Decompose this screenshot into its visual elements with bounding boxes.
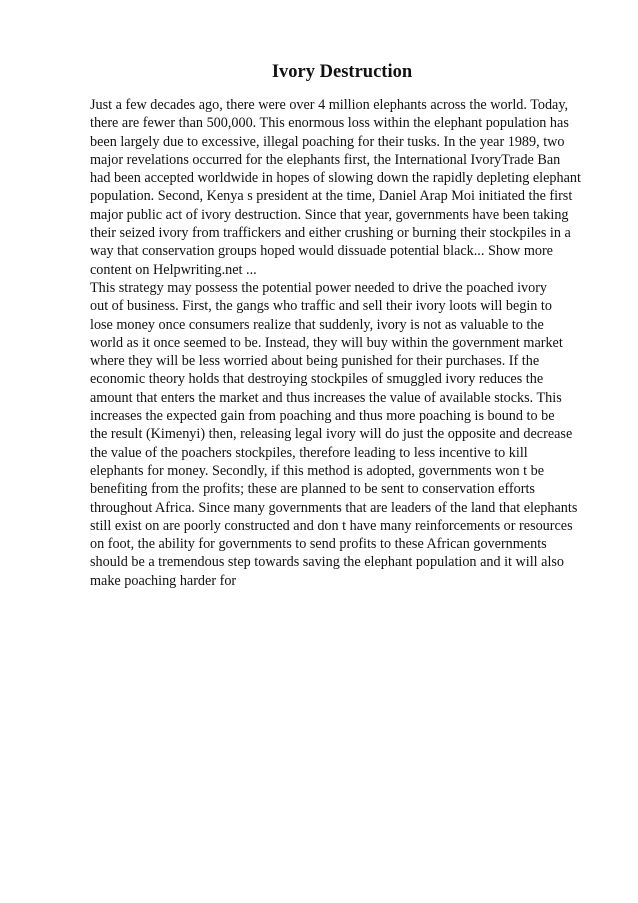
text-line: been largely due to excessive, illegal poaching for their tusks. In the year 1989, two <box>90 133 565 150</box>
text-line: throughout Africa. Since many governments that are leaders of the land that elephants <box>90 499 578 516</box>
text-line: major revelations occurred for the elephants first, the International IvoryTrade Ban <box>90 151 561 168</box>
text-line: should be a tremendous step towards saving the elephant population and it will also <box>90 554 565 571</box>
text-line: elephants for money. Secondly, if this method is adopted, governments won t be <box>90 462 545 479</box>
text-line: population. Second, Kenya s president at the time, Daniel Arap Moi initiated the first <box>90 188 573 205</box>
text-line: This strategy may possess the potential power needed to drive the poached ivory <box>90 279 548 296</box>
text-line: still exist on are poorly constructed and don t have many reinforcements or resources <box>90 517 573 534</box>
text-line: major public act of ivory destruction. Since that year, governments have been taking <box>90 206 569 223</box>
text-line: increases the expected gain from poaching and thus more poaching is bound to be <box>90 408 555 425</box>
text-line: world as it once seemed to be. Instead, they will buy within the government market <box>90 334 563 351</box>
document-title: Ivory Destruction <box>271 62 413 82</box>
text-line: make poaching harder for <box>90 572 237 589</box>
text-line: their seized ivory from traffickers and either crushing or burning their stockpiles in a <box>90 225 571 242</box>
text-line: benefiting from the profits; these are planned to be sent to conservation efforts <box>90 481 535 498</box>
text-line: out of business. First, the gangs who traffic and sell their ivory loots will begin to <box>90 298 552 315</box>
text-line: had been accepted worldwide in hopes of slowing down the rapidly depleting elephant <box>90 170 581 187</box>
text-line: there are fewer than 500,000. This enormous loss within the elephant population has <box>90 115 569 132</box>
text-line: on foot, the ability for governments to send profits to these African governments <box>90 536 547 553</box>
document-body <box>90 96 610 590</box>
text-line: economic theory holds that destroying stockpiles of smuggled ivory reduces the <box>90 371 544 388</box>
text-line: Just a few decades ago, there were over 4 million elephants across the world. Today, <box>90 97 569 113</box>
text-line: lose money once consumers realize that suddenly, ivory is not as valuable to the <box>90 316 544 333</box>
text-line: the value of the poachers stockpiles, therefore leading to less incentive to kill <box>90 444 528 461</box>
text-line: content on Helpwriting.net ... <box>90 261 257 278</box>
text-line: where they will be less worried about being punished for their purchases. If the <box>90 353 540 370</box>
text-line: way that conservation groups hoped would dissuade potential black... Show more <box>90 243 553 260</box>
text-line: amount that enters the market and thus increases the value of available stocks. This <box>90 389 562 406</box>
text-line: the result (Kimenyi) then, releasing legal ivory will do just the opposite and decrease <box>90 426 573 443</box>
